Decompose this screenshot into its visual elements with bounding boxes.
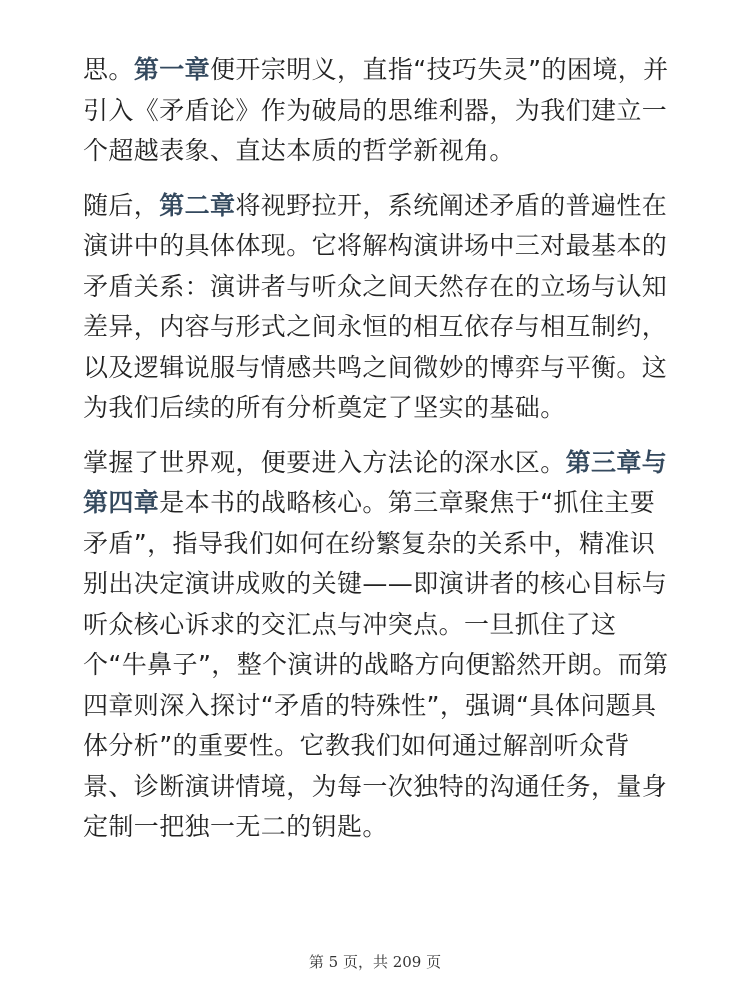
- text-run: 便开宗明义，直指“技巧失灵”的困境，并引入《矛盾论》作为破局的思维利器，为我们建立一个超越表象、直达本质的哲学新视角。: [83, 55, 669, 165]
- paragraph: [83, 443, 673, 848]
- page-number-footer: 第 5 页，共 209 页: [308, 953, 442, 971]
- text-run: 将视野拉开，系统阐述矛盾的普遍性在演讲中的具体体现。它将解构演讲场中三对最基本的矛盾关系：演讲者与听众之间天然存在的立场与认知差异，内容与形式之间永恒的相互依存与相互制约，以及逻辑说服与情感共鸣之间微妙的博弈与平衡。这为我们后续的所有分析奠定了坚实的基础。: [83, 190, 668, 422]
- chapter-reference: 第二章: [159, 190, 236, 220]
- chapter-reference: 第一章: [133, 55, 211, 84]
- body-text: [83, 50, 673, 862]
- text-run: 是本书的战略核心。第三章聚焦于“抓住主要矛盾”，指导我们如何在纷繁复杂的关系中，精准识别出决定演讲成败的关键——即演讲者的核心目标与听众核心诉求的交汇点与冲突点。一旦抓住了这个“牛鼻子”，整个演讲的战略方向便豁然开朗。而第四章则深入探讨“矛盾的特殊性”，强调“具体问题具体分析”的重要性。它教我们如何通过解剖听众背景、诊断演讲情境，为每一次独特的沟通任务，量身定制一把独一无二的钥匙。: [83, 488, 669, 841]
- text-run: 掌握了世界观，便要进入方法论的深水区。: [83, 447, 566, 477]
- text-run: 思。: [83, 55, 134, 84]
- paragraph: [83, 50, 673, 172]
- paragraph: [83, 186, 673, 429]
- text-run: 随后，: [83, 190, 160, 220]
- chapter-reference: 第三章与第四章: [83, 447, 668, 517]
